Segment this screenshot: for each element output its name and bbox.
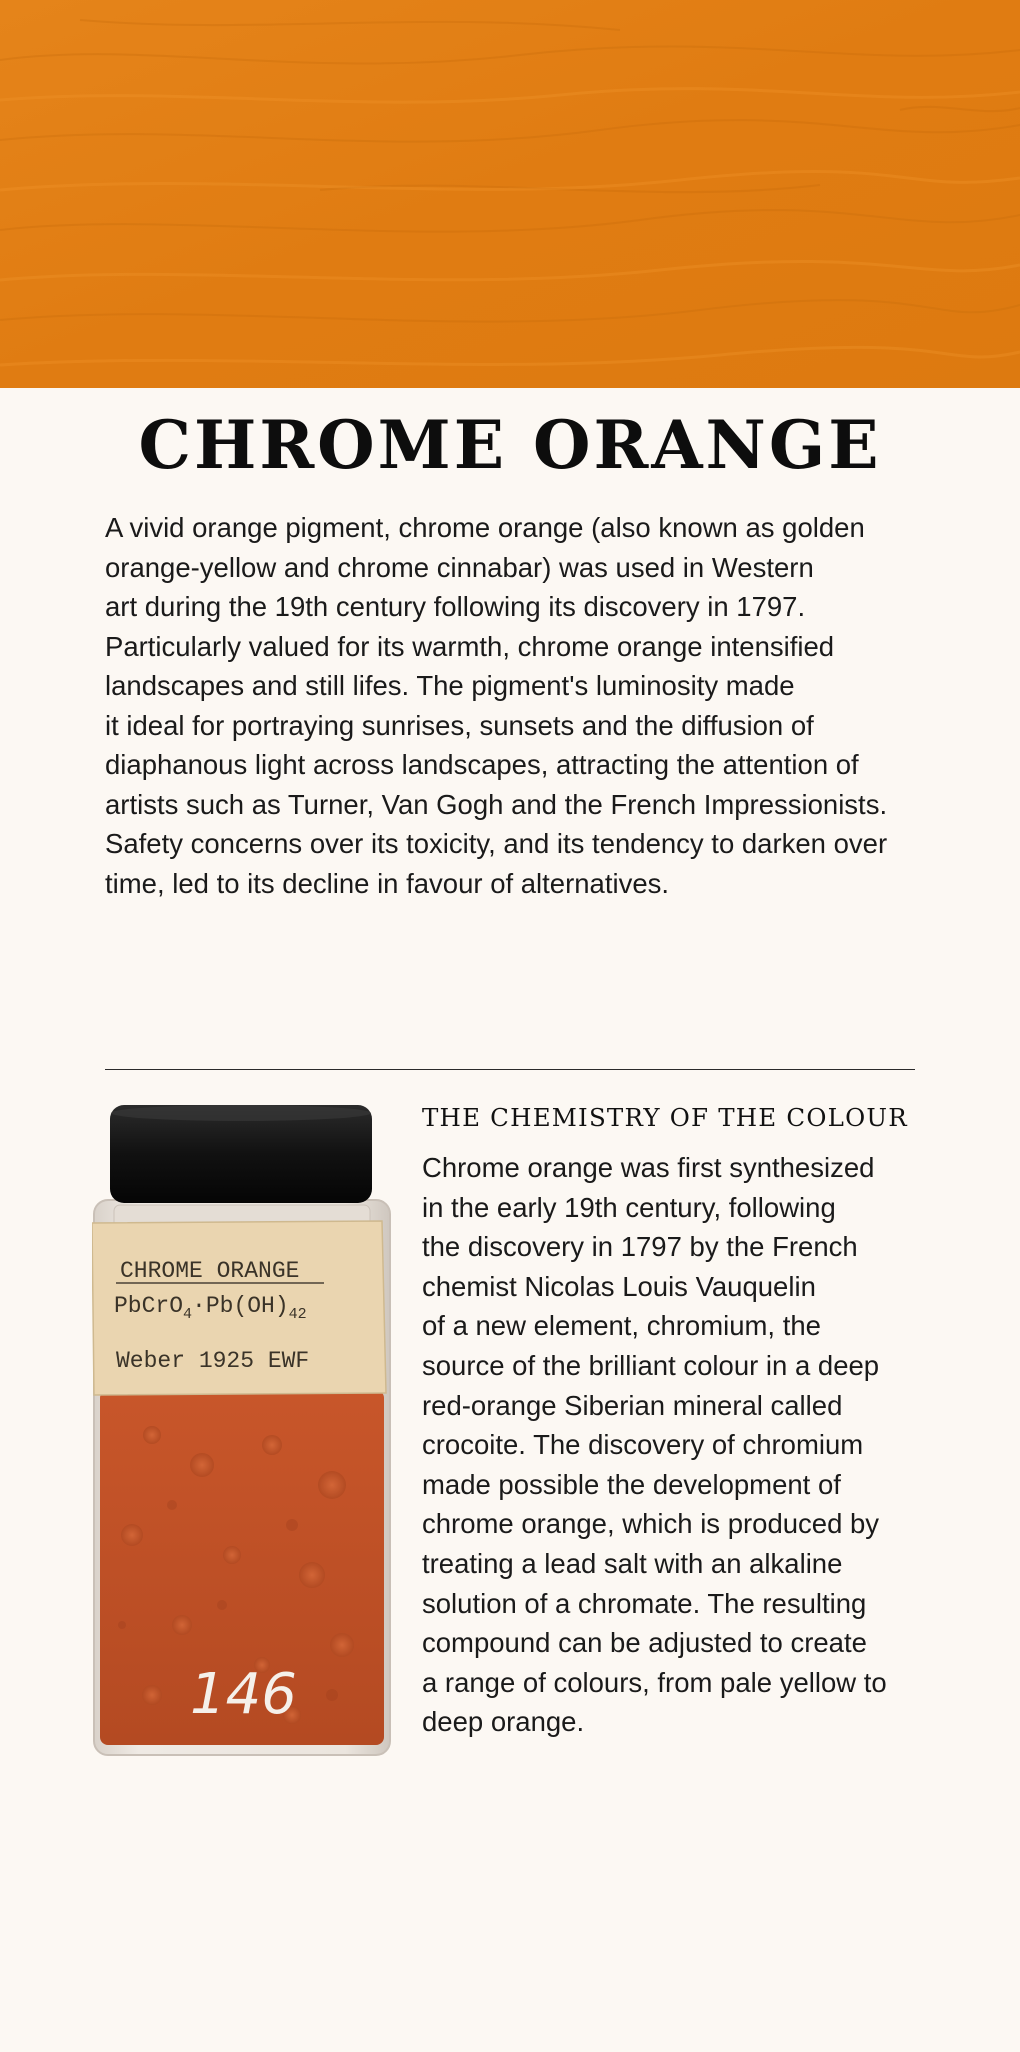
chemistry-line: of a new element, chromium, the xyxy=(422,1310,821,1342)
chemistry-line: Chrome orange was first synthesized xyxy=(422,1152,875,1183)
intro-line: art during the 19th century following its discovery in 1797. xyxy=(105,591,806,622)
intro-paragraph xyxy=(105,508,930,903)
jar-label-maker: Weber 1925 EWF xyxy=(116,1348,310,1374)
chemistry-line: crocoite. The discovery of chromium xyxy=(422,1429,864,1461)
section-divider xyxy=(105,1069,915,1070)
intro-line: orange-yellow and chrome cinnabar) was used in Western xyxy=(105,551,814,583)
intro-line: artists such as Turner, Van Gogh and the French Impressionists. xyxy=(105,788,888,820)
brush-texture-image xyxy=(0,0,1020,388)
jar-number: 146 xyxy=(190,1662,297,1727)
intro-line: landscapes and still lifes. The pigment's luminosity made xyxy=(105,670,795,701)
jar-label-formula: $PbCrO_4\cdot Pb(OH)_{42}$ xyxy=(114,1293,307,1323)
chemistry-line: red-orange Siberian mineral called xyxy=(422,1389,843,1421)
intro-line: A vivid orange pigment, chrome orange (also known as golden xyxy=(105,512,865,543)
chemistry-line: deep orange. xyxy=(422,1706,585,1738)
intro-line: time, led to its decline in favour of alternatives. xyxy=(105,867,670,899)
intro-line: Safety concerns over its toxicity, and its tendency to darken over xyxy=(105,828,888,859)
chemistry-line: solution of a chromate. The resulting xyxy=(422,1587,867,1619)
intro-line: it ideal for portraying sunrises, sunsets and the diffusion of xyxy=(105,709,814,741)
section-heading: THE CHEMISTRY OF THE COLOUR xyxy=(422,1103,908,1132)
chemistry-line: treating a lead salt with an alkaline xyxy=(422,1547,843,1579)
chemistry-line: source of the brilliant colour in a deep xyxy=(422,1349,880,1381)
paint-swatch xyxy=(0,0,1020,388)
jar-label-name: CHROME ORANGE xyxy=(120,1258,300,1284)
pigment-jar-image xyxy=(92,1105,392,1760)
chemistry-line: chrome orange, which is produced by xyxy=(422,1508,880,1540)
page-title: CHROME ORANGE xyxy=(138,406,882,484)
chemistry-paragraph xyxy=(422,1148,922,1742)
chemistry-line: a range of colours, from pale yellow to xyxy=(422,1666,887,1698)
chemistry-line: the discovery in 1797 by the French xyxy=(422,1231,858,1263)
chemistry-line: in the early 19th century, following xyxy=(422,1191,836,1223)
intro-line: diaphanous light across landscapes, attracting the attention of xyxy=(105,749,859,780)
intro-line: Particularly valued for its warmth, chrome orange intensified xyxy=(105,630,835,662)
chemistry-line: compound can be adjusted to create xyxy=(422,1627,867,1659)
chemistry-line: chemist Nicolas Louis Vauquelin xyxy=(422,1270,816,1302)
chemistry-line: made possible the development of xyxy=(422,1468,841,1500)
